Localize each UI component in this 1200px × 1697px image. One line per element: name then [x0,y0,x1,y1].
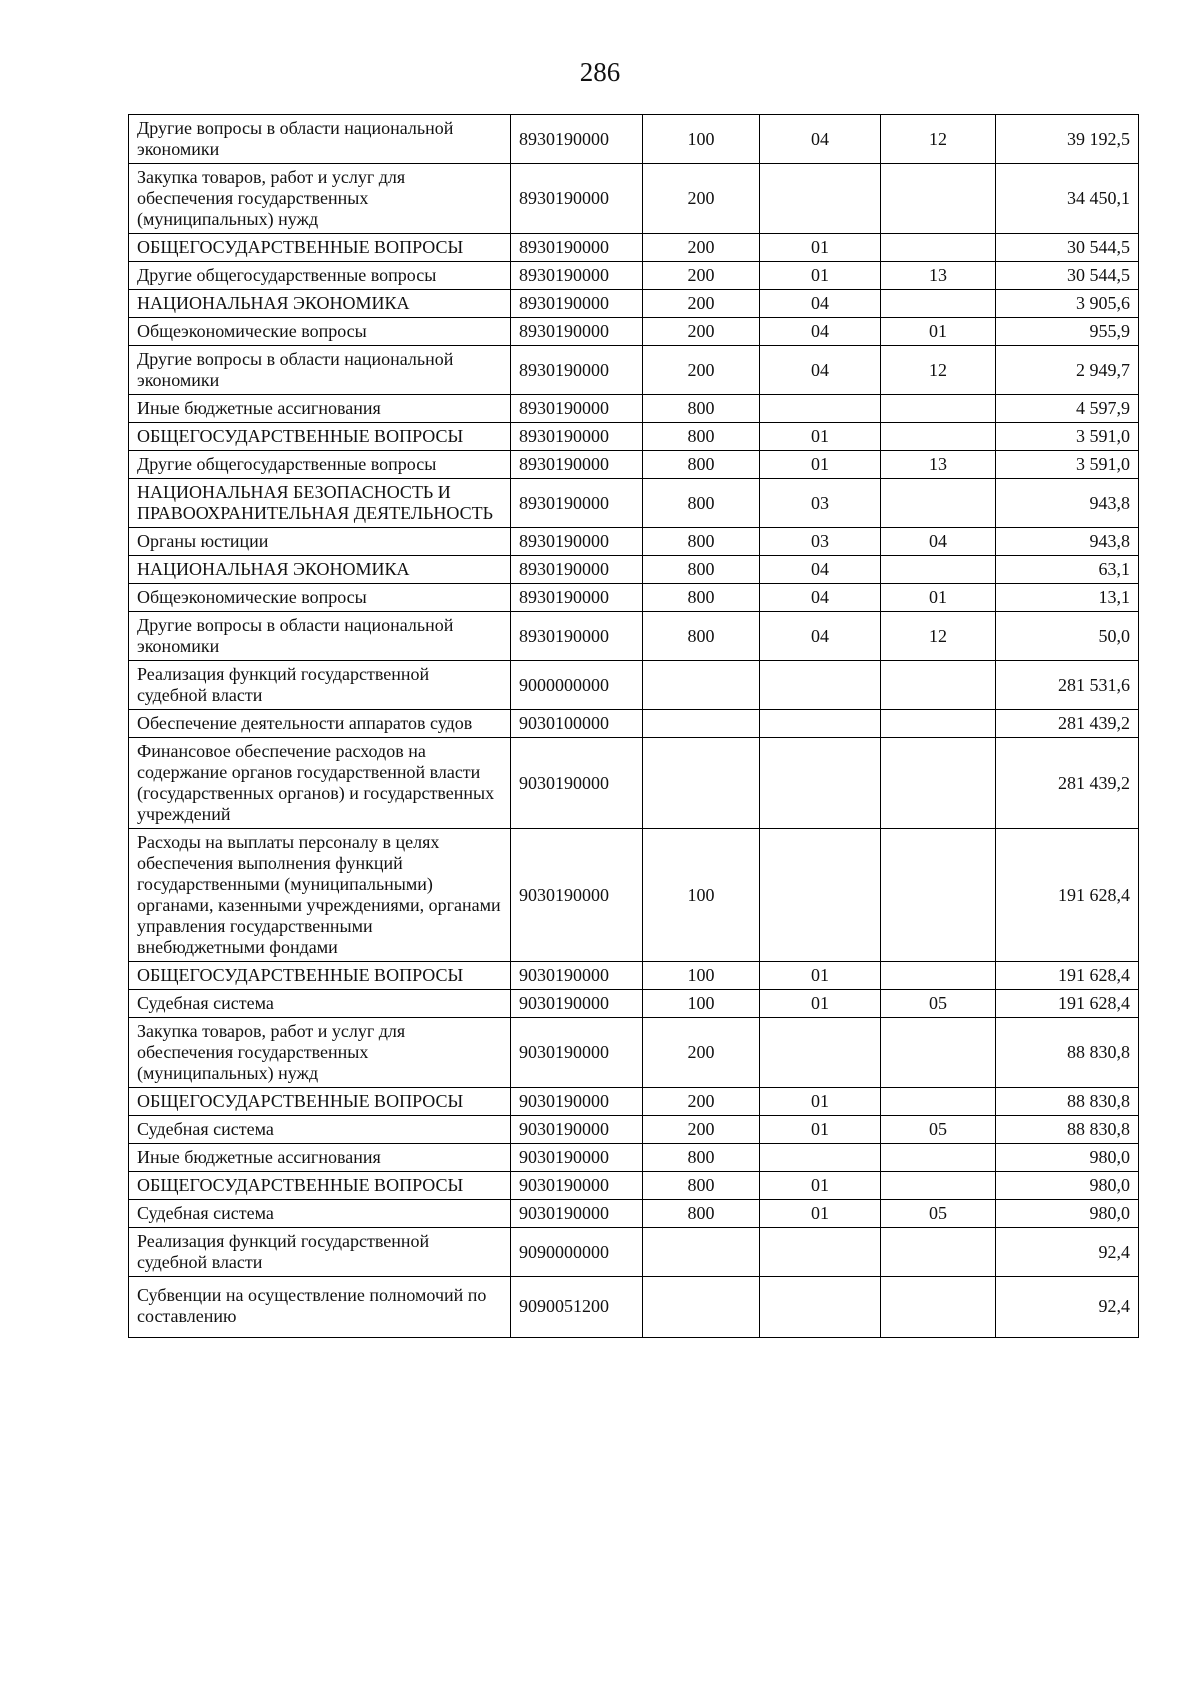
row-name: НАЦИОНАЛЬНАЯ ЭКОНОМИКА [129,556,511,584]
row-name: Иные бюджетные ассигнования [129,1144,511,1172]
row-name: Другие вопросы в области национальной экономики [129,346,511,395]
row-section [760,1277,881,1338]
row-target-article: 9030190000 [511,1200,643,1228]
row-expense-type: 100 [643,115,760,164]
row-subsection [881,962,996,990]
row-subsection: 13 [881,451,996,479]
table-row [129,1088,1139,1116]
row-name: Другие общегосударственные вопросы [129,262,511,290]
row-amount: 88 830,8 [996,1116,1139,1144]
row-expense-type [643,738,760,829]
row-amount: 88 830,8 [996,1088,1139,1116]
row-subsection [881,1277,996,1338]
row-subsection [881,290,996,318]
table-row [129,1018,1139,1088]
row-amount: 50,0 [996,612,1139,661]
row-section: 01 [760,1172,881,1200]
row-amount: 88 830,8 [996,1018,1139,1088]
row-amount: 191 628,4 [996,962,1139,990]
row-name: Финансовое обеспечение расходов на содержание органов государственной власти (государственных органов) и государственных учреждений [129,738,511,829]
row-target-article: 9030190000 [511,990,643,1018]
row-subsection: 01 [881,318,996,346]
row-subsection: 04 [881,528,996,556]
row-subsection [881,1172,996,1200]
row-target-article: 8930190000 [511,451,643,479]
row-target-article: 8930190000 [511,234,643,262]
row-name: Закупка товаров, работ и услуг для обеспечения государственных (муниципальных) нужд [129,164,511,234]
row-expense-type: 100 [643,962,760,990]
table-row [129,710,1139,738]
table-row [129,661,1139,710]
row-section [760,1018,881,1088]
row-target-article: 9000000000 [511,661,643,710]
row-amount: 34 450,1 [996,164,1139,234]
row-expense-type: 800 [643,451,760,479]
row-section: 04 [760,612,881,661]
row-expense-type: 200 [643,318,760,346]
row-expense-type: 800 [643,1144,760,1172]
row-amount: 3 905,6 [996,290,1139,318]
row-target-article: 8930190000 [511,115,643,164]
row-section [760,164,881,234]
row-subsection: 05 [881,1200,996,1228]
row-target-article: 9030190000 [511,1116,643,1144]
row-section: 01 [760,234,881,262]
table-row [129,479,1139,528]
table-row [129,962,1139,990]
row-amount: 92,4 [996,1228,1139,1277]
row-amount: 13,1 [996,584,1139,612]
row-target-article: 9030190000 [511,1088,643,1116]
row-subsection [881,395,996,423]
row-amount: 63,1 [996,556,1139,584]
row-subsection: 12 [881,612,996,661]
row-expense-type: 200 [643,1116,760,1144]
row-subsection [881,1144,996,1172]
row-name: Субвенции на осуществление полномочий по составлению [129,1277,511,1338]
row-expense-type [643,710,760,738]
table-row [129,234,1139,262]
table-row [129,612,1139,661]
row-name: НАЦИОНАЛЬНАЯ БЕЗОПАСНОСТЬ И ПРАВООХРАНИТЕЛЬНАЯ ДЕЯТЕЛЬНОСТЬ [129,479,511,528]
row-target-article: 9030190000 [511,962,643,990]
row-expense-type [643,1228,760,1277]
row-amount: 2 949,7 [996,346,1139,395]
row-target-article: 8930190000 [511,346,643,395]
row-section [760,738,881,829]
row-expense-type: 200 [643,1088,760,1116]
row-name: Судебная система [129,990,511,1018]
row-subsection: 12 [881,346,996,395]
row-subsection: 12 [881,115,996,164]
row-section [760,1144,881,1172]
row-subsection [881,423,996,451]
row-expense-type: 800 [643,1172,760,1200]
row-subsection: 13 [881,262,996,290]
table-row [129,829,1139,962]
page-number: 286 [579,57,621,87]
row-target-article: 9030190000 [511,738,643,829]
table-row [129,1172,1139,1200]
table-row [129,346,1139,395]
row-subsection: 01 [881,584,996,612]
row-name: Другие общегосударственные вопросы [129,451,511,479]
row-target-article: 8930190000 [511,479,643,528]
row-expense-type: 800 [643,528,760,556]
table-row [129,1277,1139,1338]
table-row [129,115,1139,164]
row-name: Расходы на выплаты персоналу в целях обеспечения выполнения функций государственными (муниципальными) органами, казенными учреждениями, органами управления государственными внебюджетными фондами [129,829,511,962]
row-expense-type: 100 [643,990,760,1018]
row-name: Иные бюджетные ассигнования [129,395,511,423]
row-amount: 3 591,0 [996,423,1139,451]
row-section: 01 [760,451,881,479]
row-expense-type: 200 [643,234,760,262]
table-row [129,423,1139,451]
row-name: Общеэкономические вопросы [129,584,511,612]
row-section: 03 [760,528,881,556]
row-target-article: 9030190000 [511,1018,643,1088]
row-name: Общеэкономические вопросы [129,318,511,346]
row-target-article: 9090000000 [511,1228,643,1277]
row-name: Другие вопросы в области национальной экономики [129,115,511,164]
row-name: Обеспечение деятельности аппаратов судов [129,710,511,738]
row-name: ОБЩЕГОСУДАРСТВЕННЫЕ ВОПРОСЫ [129,234,511,262]
row-target-article: 8930190000 [511,556,643,584]
table-row [129,164,1139,234]
row-target-article: 9030100000 [511,710,643,738]
row-expense-type: 800 [643,584,760,612]
row-target-article: 8930190000 [511,423,643,451]
row-expense-type: 200 [643,290,760,318]
row-amount: 943,8 [996,528,1139,556]
row-section: 04 [760,290,881,318]
row-target-article: 9030190000 [511,1144,643,1172]
row-subsection: 05 [881,990,996,1018]
row-amount: 3 591,0 [996,451,1139,479]
row-amount: 980,0 [996,1172,1139,1200]
row-subsection [881,661,996,710]
row-amount: 980,0 [996,1144,1139,1172]
row-name: Судебная система [129,1116,511,1144]
row-amount: 92,4 [996,1277,1139,1338]
row-name: ОБЩЕГОСУДАРСТВЕННЫЕ ВОПРОСЫ [129,962,511,990]
row-section: 04 [760,556,881,584]
row-subsection [881,1228,996,1277]
table-row [129,1228,1139,1277]
row-target-article: 8930190000 [511,262,643,290]
row-expense-type: 200 [643,164,760,234]
row-subsection [881,234,996,262]
row-amount: 4 597,9 [996,395,1139,423]
table-row [129,990,1139,1018]
budget-table-body [129,115,1139,1338]
row-section: 01 [760,423,881,451]
row-name: Реализация функций государственной судебной власти [129,1228,511,1277]
table-row [129,584,1139,612]
row-expense-type: 200 [643,346,760,395]
row-expense-type: 200 [643,262,760,290]
row-amount: 980,0 [996,1200,1139,1228]
row-name: Судебная система [129,1200,511,1228]
budget-table [128,114,1139,1338]
row-name: ОБЩЕГОСУДАРСТВЕННЫЕ ВОПРОСЫ [129,1172,511,1200]
row-section: 01 [760,1200,881,1228]
row-section: 01 [760,262,881,290]
row-subsection [881,1018,996,1088]
table-row [129,528,1139,556]
table-row [129,738,1139,829]
row-section: 01 [760,962,881,990]
row-expense-type: 800 [643,1200,760,1228]
row-target-article: 8930190000 [511,612,643,661]
row-target-article: 8930190000 [511,318,643,346]
row-target-article: 8930190000 [511,290,643,318]
row-amount: 30 544,5 [996,262,1139,290]
table-row [129,318,1139,346]
row-subsection [881,710,996,738]
row-expense-type [643,1277,760,1338]
row-section [760,395,881,423]
table-row [129,1116,1139,1144]
row-section [760,1228,881,1277]
row-target-article: 8930190000 [511,395,643,423]
row-expense-type: 800 [643,479,760,528]
table-row [129,262,1139,290]
row-subsection: 05 [881,1116,996,1144]
row-expense-type: 200 [643,1018,760,1088]
row-subsection [881,738,996,829]
row-name: Другие вопросы в области национальной экономики [129,612,511,661]
row-section: 04 [760,115,881,164]
row-section: 03 [760,479,881,528]
row-expense-type: 100 [643,829,760,962]
row-target-article: 9030190000 [511,829,643,962]
row-amount: 943,8 [996,479,1139,528]
row-expense-type [643,661,760,710]
row-section: 01 [760,1088,881,1116]
row-section: 04 [760,584,881,612]
row-subsection [881,164,996,234]
row-amount: 30 544,5 [996,234,1139,262]
row-amount: 191 628,4 [996,829,1139,962]
table-row [129,451,1139,479]
row-expense-type: 800 [643,395,760,423]
row-name: НАЦИОНАЛЬНАЯ ЭКОНОМИКА [129,290,511,318]
row-subsection [881,479,996,528]
row-target-article: 9090051200 [511,1277,643,1338]
row-amount: 955,9 [996,318,1139,346]
row-amount: 281 531,6 [996,661,1139,710]
row-section [760,829,881,962]
row-subsection [881,556,996,584]
row-target-article: 9030190000 [511,1172,643,1200]
table-row [129,1200,1139,1228]
row-amount: 281 439,2 [996,710,1139,738]
row-target-article: 8930190000 [511,528,643,556]
table-row [129,395,1139,423]
row-name: ОБЩЕГОСУДАРСТВЕННЫЕ ВОПРОСЫ [129,1088,511,1116]
row-section: 01 [760,990,881,1018]
row-section [760,710,881,738]
row-name: ОБЩЕГОСУДАРСТВЕННЫЕ ВОПРОСЫ [129,423,511,451]
row-name: Органы юстиции [129,528,511,556]
row-section: 04 [760,318,881,346]
row-expense-type: 800 [643,423,760,451]
row-amount: 191 628,4 [996,990,1139,1018]
table-row [129,290,1139,318]
row-name: Реализация функций государственной судебной власти [129,661,511,710]
row-section: 01 [760,1116,881,1144]
row-section [760,661,881,710]
row-subsection [881,829,996,962]
row-amount: 281 439,2 [996,738,1139,829]
row-amount: 39 192,5 [996,115,1139,164]
row-subsection [881,1088,996,1116]
row-target-article: 8930190000 [511,164,643,234]
row-name: Закупка товаров, работ и услуг для обеспечения государственных (муниципальных) нужд [129,1018,511,1088]
row-expense-type: 800 [643,556,760,584]
table-row [129,1144,1139,1172]
row-target-article: 8930190000 [511,584,643,612]
row-expense-type: 800 [643,612,760,661]
table-row [129,556,1139,584]
row-section: 04 [760,346,881,395]
